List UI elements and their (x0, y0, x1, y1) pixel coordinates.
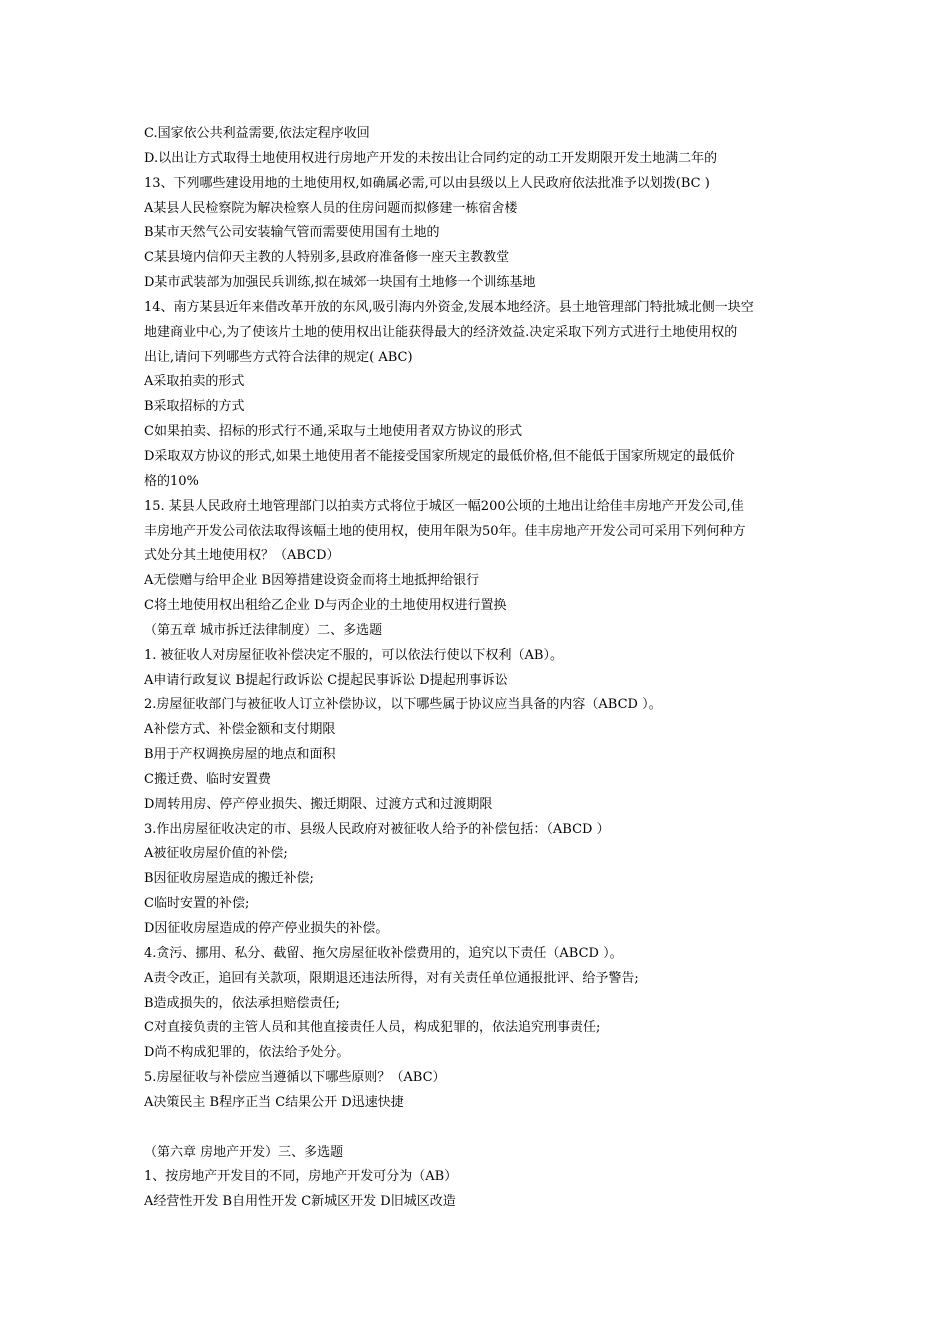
text-line: A被征收房屋价值的补偿; (144, 846, 288, 862)
text-line: A申请行政复议 B提起行政诉讼 C提起民事诉讼 D提起刑事诉讼 (144, 672, 508, 688)
text-line: C对直接负责的主管人员和其他直接责任人员，构成犯罪的，依法追究刑事责任; (144, 1020, 601, 1036)
text-line: D尚不构成犯罪的，依法给予处分。 (144, 1045, 350, 1061)
text-line: 出让,请问下列哪些方式符合法律的规定( ABC) (144, 349, 413, 365)
text-line: C临时安置的补偿; (144, 896, 250, 912)
text-line: （第五章 城市拆迁法律制度）二、多选题 (144, 622, 383, 638)
text-line: 1. 被征收人对房屋征收补偿决定不服的，可以依法行使以下权利（AB）。 (144, 647, 563, 663)
text-line: A无偿赠与给甲企业 B因筹措建设资金而将土地抵押给银行 (144, 573, 480, 589)
text-line: C某县境内信仰天主教的人特别多,县政府准备修一座天主教教堂 (144, 250, 510, 266)
text-line: 3.作出房屋征收决定的市、县级人民政府对被征收人给予的补偿包括：（ABCD ） (144, 821, 610, 837)
text-line: D.以出让方式取得土地使用权进行房地产开发的未按出让合同约定的动工开发期限开发土地满二年的 (144, 150, 718, 166)
text-line: B用于产权调换房屋的地点和面积 (144, 747, 336, 763)
text-line: A决策民主 B程序正当 C结果公开 D迅速快捷 (144, 1094, 404, 1110)
text-line: A补偿方式、补偿金额和支付期限 (144, 722, 336, 738)
text-line: A责令改正，追回有关款项，限期退还违法所得，对有关责任单位通报批评、给予警告; (144, 970, 639, 986)
text-line: B采取招标的方式 (144, 399, 245, 415)
text-line: C.国家依公共利益需要,依法定程序收回 (144, 126, 370, 141)
text-line: B因征收房屋造成的搬迁补偿; (144, 871, 314, 887)
text-line: 地建商业中心,为了使该片土地的使用权出让能获得最大的经济效益.决定采取下列方式进行土地使用权的 (144, 324, 738, 340)
text-line: 4.贪污、挪用、私分、截留、拖欠房屋征收补偿费用的，追究以下责任（ABCD ）。 (144, 945, 623, 961)
text-line: 2.房屋征收部门与被征收人订立补偿协议，以下哪些属于协议应当具备的内容（ABCD ）。 (144, 697, 662, 713)
text-line: D周转用房、停产停业损失、搬迁期限、过渡方式和过渡期限 (144, 796, 493, 812)
text-line: A某县人民检察院为解决检察人员的住房问题而拟修建一栋宿舍楼 (144, 200, 518, 216)
blank-line (144, 1116, 816, 1141)
text-line: C如果拍卖、招标的形式行不通,采取与土地使用者双方协议的形式 (144, 424, 523, 440)
text-line: 13、下列哪些建设用地的土地使用权,如确属必需,可以由县级以上人民政府依法批准予以划拨(BC ) (144, 175, 710, 191)
text-line: B某市天然气公司安装输气管而需要使用国有土地的 (144, 225, 440, 241)
text-line: C将土地使用权出租给乙企业 D与丙企业的土地使用权进行置换 (144, 598, 507, 614)
text-line: （第六章 房地产开发）三、多选题 (144, 1144, 344, 1160)
text-line: 丰房地产开发公司依法取得该幅土地的使用权，使用年限为50年。佳丰房地产开发公司可采用下列何种方 (144, 523, 746, 539)
text-line: 式处分其土地使用权？（ABCD） (144, 548, 340, 564)
text-line: 14、南方某县近年来借改革开放的东风,吸引海内外资金,发展本地经济。县土地管理部门特批城北侧一块空 (144, 299, 754, 315)
text-line: D因征收房屋造成的停产停业损失的补偿。 (144, 921, 389, 936)
document-body (144, 122, 816, 1215)
text-line: D某市武装部为加强民兵训练,拟在城郊一块国有土地修一个训练基地 (144, 275, 536, 291)
text-line: C搬迁费、临时安置费 (144, 771, 271, 787)
text-line: 1、按房地产开发目的不同，房地产开发可分为（AB） (144, 1169, 458, 1185)
text-line: 5.房屋征收与补偿应当遵循以下哪些原则？（ABC） (144, 1070, 446, 1086)
text-line: B造成损失的，依法承担赔偿责任; (144, 995, 340, 1011)
text-line: 格的10% (144, 473, 199, 489)
text-line: A经营性开发 B自用性开发 C新城区开发 D旧城区改造 (144, 1194, 456, 1210)
text-line: A采取拍卖的形式 (144, 374, 245, 390)
text-line: D采取双方协议的形式,如果土地使用者不能接受国家所规定的最低价格,但不能低于国家所规定的最低价 (144, 448, 735, 464)
text-line: 15. 某县人民政府土地管理部门以拍卖方式将位于城区一幅200公顷的土地出让给佳丰房地产开发公司,佳 (144, 498, 744, 514)
